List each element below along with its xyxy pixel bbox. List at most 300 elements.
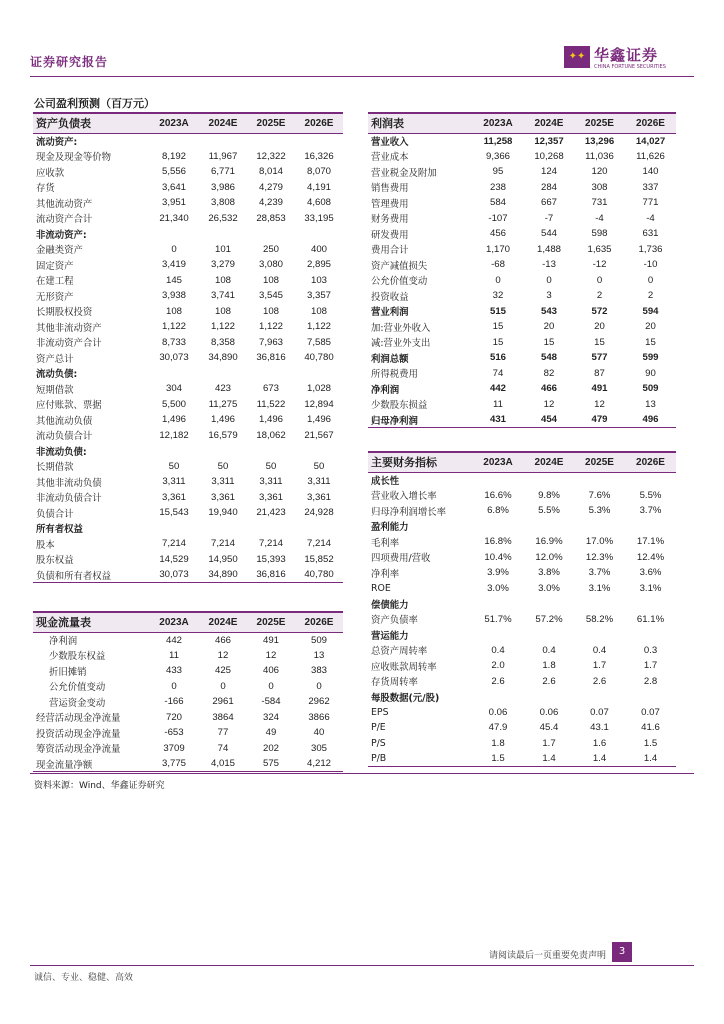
cell-value: 4,015 — [199, 756, 247, 772]
row-label: P/S — [371, 737, 386, 749]
year-header: 2026E — [625, 452, 676, 472]
cash-flow-table — [33, 611, 343, 772]
cell-value — [247, 226, 295, 242]
cell-value: 0.07 — [590, 706, 609, 718]
table-row — [33, 552, 343, 568]
cell-value: 82 — [543, 367, 555, 379]
cell-value: 673 — [262, 383, 279, 395]
row-label: 筹资活动现金净流量 — [36, 744, 121, 756]
year-header: 2024E — [524, 113, 574, 133]
cell-value: 101 — [214, 243, 231, 255]
cell-value: 3.9% — [487, 567, 509, 579]
cell-value: 7.6% — [588, 489, 611, 501]
income-statement-table — [368, 112, 676, 428]
cell-value: 720 — [165, 711, 182, 723]
cell-value: 50 — [168, 460, 180, 472]
cell-value: 1,496 — [210, 414, 235, 426]
cell-value: 584 — [489, 197, 506, 209]
year-header: 2025E — [247, 612, 295, 632]
table-row — [368, 581, 676, 597]
cell-value: 0 — [316, 680, 322, 692]
cell-value: -4 — [646, 212, 655, 224]
financial-ratios-table — [368, 451, 676, 767]
cell-value: 543 — [540, 305, 557, 317]
cell-value — [149, 133, 199, 149]
row-label: 费用合计 — [371, 245, 409, 257]
cell-value — [625, 472, 676, 488]
cell-value: -13 — [542, 259, 556, 271]
cell-value: 33,195 — [304, 212, 334, 224]
table-row — [33, 663, 343, 679]
cell-value: -166 — [164, 696, 184, 708]
cell-value: 7,214 — [258, 538, 283, 550]
cell-value — [295, 226, 343, 242]
cell-value: 3,080 — [258, 259, 283, 271]
row-label: 其他非流动负债 — [36, 477, 102, 489]
cell-value: 2 — [596, 290, 603, 302]
row-label: 净利率 — [371, 568, 400, 580]
cell-value — [472, 596, 524, 612]
table-row — [368, 503, 676, 519]
row-label: 无形资产 — [36, 291, 74, 303]
table-row — [33, 710, 343, 726]
cell-value: 15 — [492, 321, 504, 333]
cell-value: 15,543 — [159, 507, 189, 519]
cell-value: 15,852 — [304, 553, 334, 565]
cell-value — [199, 226, 247, 242]
cell-value: 8,014 — [258, 166, 283, 178]
cell-value: 11 — [169, 649, 179, 661]
row-label: 公允价值变动 — [49, 682, 106, 694]
table-row — [33, 211, 343, 227]
table-row — [33, 443, 343, 459]
row-label: 流动资产: — [36, 137, 78, 148]
cell-value — [247, 443, 295, 459]
cell-value: 1.7 — [592, 660, 607, 672]
cell-value: 0.3 — [643, 644, 658, 656]
cell-value: 0.4 — [542, 644, 556, 656]
cell-value: 14,950 — [208, 553, 238, 565]
cell-value — [625, 519, 676, 535]
table-row — [33, 412, 343, 428]
year-header: 2025E — [247, 113, 295, 133]
table-row — [368, 596, 676, 612]
cell-value: 284 — [540, 181, 557, 193]
cell-value: 0 — [171, 680, 177, 692]
year-header: 2026E — [625, 113, 676, 133]
row-label: 非流动资产: — [36, 229, 87, 241]
cell-value: 3,741 — [210, 290, 235, 302]
cell-value: 400 — [310, 243, 327, 255]
cell-value: 4,279 — [258, 181, 283, 193]
table-row — [368, 242, 676, 258]
table-row — [368, 643, 676, 659]
source-note: 资料来源：Wind、华鑫证券研究 — [34, 781, 165, 791]
cell-value: 8,192 — [161, 150, 186, 162]
table-row — [33, 756, 343, 772]
row-label: 所得税费用 — [371, 369, 418, 381]
disclaimer-text: 请阅读最后一页重要免责声明 — [488, 951, 606, 961]
cell-value: 45.4 — [539, 722, 559, 734]
table-row — [368, 627, 676, 643]
cell-value: 7,214 — [210, 538, 235, 550]
cell-value: 0 — [546, 274, 552, 286]
cell-value: 3,986 — [210, 181, 235, 193]
row-label: 营运资金变动 — [49, 697, 106, 709]
cell-value: 771 — [642, 197, 659, 209]
cell-value: 423 — [214, 383, 231, 395]
cell-value: 3.1% — [588, 582, 611, 594]
table-row — [33, 164, 343, 180]
cell-value: 1,736 — [638, 243, 663, 255]
cell-value: 5.5% — [639, 489, 662, 501]
cell-value: -653 — [164, 727, 184, 739]
cell-value: 3,311 — [162, 476, 186, 488]
row-label: 固定资产 — [36, 260, 74, 272]
cell-value: 2.6 — [491, 675, 505, 687]
cell-value: 4,212 — [295, 756, 343, 772]
row-label: 流动资产合计 — [36, 214, 93, 226]
cell-value: 15 — [543, 336, 555, 348]
cell-value — [295, 366, 343, 382]
cell-value: 10,268 — [534, 150, 564, 162]
row-label: 股东权益 — [36, 555, 74, 567]
year-header: 2023A — [149, 612, 199, 632]
table-row — [33, 632, 343, 648]
cell-value: 11,258 — [483, 135, 513, 147]
cell-value: 0 — [268, 680, 274, 692]
cell-value: 454 — [524, 412, 574, 428]
cell-value: 431 — [472, 412, 524, 428]
row-label: 存货周转率 — [371, 677, 418, 689]
cell-value — [149, 226, 199, 242]
cell-value: 3,361 — [161, 491, 186, 503]
table-row — [368, 366, 676, 382]
row-label: 利润总额 — [371, 353, 409, 365]
cell-value: 24,928 — [304, 507, 334, 519]
cell-value: 466 — [214, 634, 231, 646]
table-row — [33, 195, 343, 211]
row-label: 经营活动现金净流量 — [36, 713, 121, 725]
cell-value: 74 — [492, 367, 504, 379]
table-row — [33, 428, 343, 444]
cell-value: 124 — [540, 166, 557, 178]
company-logo — [564, 44, 674, 74]
table-row — [368, 736, 676, 752]
cell-value: 57.2% — [535, 613, 563, 625]
cell-value: 36,816 — [256, 352, 286, 364]
cell-value: 0 — [596, 274, 603, 286]
cell-value: 11 — [493, 398, 503, 410]
cell-value: 383 — [310, 665, 327, 677]
cell-value: 11,275 — [208, 398, 238, 410]
table-row — [368, 472, 676, 488]
cell-value: 30,073 — [149, 567, 199, 583]
cell-value: 50 — [217, 460, 229, 472]
cell-value: 1,635 — [587, 243, 612, 255]
row-label: 其他流动资产 — [36, 198, 93, 210]
cell-value — [574, 627, 625, 643]
cell-value: 12 — [543, 398, 555, 410]
row-label: 少数股东损益 — [371, 400, 428, 412]
cell-value: 3.6% — [639, 567, 662, 579]
cell-value: 7,585 — [306, 336, 331, 348]
cell-value: 1.4 — [625, 751, 676, 767]
row-label: EPS — [371, 706, 389, 718]
cell-value: 456 — [489, 228, 506, 240]
table-row — [33, 350, 343, 366]
row-label: 负债合计 — [36, 508, 74, 520]
cell-value: 145 — [165, 274, 182, 286]
table-row — [33, 242, 343, 258]
row-label: 资产减值损失 — [371, 260, 428, 272]
cell-value — [199, 133, 247, 149]
cell-value: 1,496 — [161, 414, 186, 426]
row-label: 资产总计 — [36, 353, 74, 365]
cell-value: 16,326 — [304, 150, 334, 162]
table-row — [368, 180, 676, 196]
cell-value: 202 — [262, 742, 279, 754]
cell-value: 12,322 — [256, 150, 286, 162]
cell-value: -107 — [488, 212, 508, 224]
cell-value — [247, 521, 295, 537]
row-label: 四项费用/营收 — [371, 553, 431, 565]
table-row — [368, 304, 676, 320]
cell-value: -12 — [592, 259, 607, 271]
cell-value — [625, 627, 676, 643]
cell-value — [149, 443, 199, 459]
cell-value: 1.4 — [574, 751, 625, 767]
row-label: 每股数据(元/股) — [371, 692, 440, 704]
cell-value: 433 — [165, 665, 182, 677]
cell-value: 3,545 — [258, 290, 283, 302]
row-label: 减:营业外支出 — [371, 338, 431, 350]
table-row — [368, 674, 676, 690]
cell-value: 87 — [594, 367, 605, 379]
row-label: 营业收入 — [371, 137, 409, 148]
row-label: P/E — [371, 722, 386, 734]
cell-value: 731 — [591, 197, 608, 209]
cell-value: 12 — [217, 649, 229, 661]
cell-value: 3864 — [212, 711, 234, 723]
table-row — [33, 335, 343, 351]
cell-value: 3.0% — [487, 582, 509, 594]
cell-value: 36,816 — [247, 567, 295, 583]
cell-value: 0 — [495, 274, 501, 286]
cell-value: 3866 — [308, 711, 330, 723]
row-label: 股本 — [36, 539, 55, 551]
row-label: 所有者权益 — [36, 524, 83, 536]
cell-value: -7 — [544, 212, 554, 224]
cell-value: 1.5 — [643, 737, 658, 749]
cell-value: 491 — [262, 634, 279, 646]
header-divider — [30, 76, 694, 77]
row-label: 非流动负债合计 — [36, 493, 102, 505]
cell-value: 324 — [262, 711, 279, 723]
cell-value: 3.1% — [639, 582, 662, 594]
cell-value: 16.8% — [484, 536, 512, 548]
table-title: 利润表 — [368, 113, 472, 133]
cell-value — [472, 472, 524, 488]
cell-value: 442 — [165, 634, 182, 646]
table-row — [368, 534, 676, 550]
table-row — [368, 658, 676, 674]
cell-value: 5,556 — [161, 166, 186, 178]
table-row — [368, 751, 676, 767]
row-label: P/B — [368, 751, 472, 767]
row-label: 流动负债: — [36, 369, 78, 381]
row-label: 归母净利润增长率 — [371, 506, 447, 518]
cell-value — [149, 521, 199, 537]
cell-value: 3 — [546, 290, 552, 302]
cell-value: 598 — [591, 228, 608, 240]
cell-value: 3.7% — [588, 567, 611, 579]
cell-value: 12.4% — [636, 551, 665, 563]
table-row — [33, 273, 343, 289]
cell-value: -4 — [595, 212, 604, 224]
cell-value: 1.7 — [542, 737, 556, 749]
table-row — [33, 694, 343, 710]
cell-value: 40,780 — [295, 567, 343, 583]
row-label: 少数股东权益 — [49, 651, 106, 663]
cell-value: 3,938 — [161, 290, 186, 302]
cell-value: 308 — [591, 181, 608, 193]
row-label: 现金流量净额 — [33, 756, 149, 772]
cell-value: 406 — [262, 665, 279, 677]
row-label: 投资收益 — [371, 291, 409, 303]
cell-value: 50 — [265, 460, 277, 472]
cell-value: 58.2% — [585, 613, 614, 625]
cell-value — [472, 689, 524, 705]
year-header: 2024E — [199, 612, 247, 632]
row-label: 净利润 — [49, 636, 78, 647]
table-row — [33, 366, 343, 382]
cell-value: 13,296 — [584, 135, 615, 147]
table-row — [33, 679, 343, 695]
row-label: 研发费用 — [371, 229, 409, 241]
cell-value: 5.5% — [538, 505, 560, 517]
cell-value: 103 — [310, 274, 327, 286]
year-header: 2024E — [524, 452, 574, 472]
table-row — [368, 488, 676, 504]
table-row — [33, 567, 343, 583]
cell-value — [625, 596, 676, 612]
cell-value: 10.4% — [484, 551, 512, 563]
cell-value: 2 — [647, 290, 654, 302]
table-row — [33, 505, 343, 521]
cell-value: 49 — [265, 727, 277, 739]
cell-value: 12.3% — [585, 551, 614, 563]
source-divider — [30, 773, 694, 774]
cell-value: 0.4 — [592, 644, 607, 656]
cell-value: 21,567 — [304, 429, 334, 441]
cell-value: 0 — [647, 274, 654, 286]
table-row — [33, 304, 343, 320]
cell-value: 21,340 — [159, 212, 189, 224]
balance-sheet-table — [33, 112, 343, 583]
cell-value — [472, 627, 524, 643]
row-label: 非流动资产合计 — [36, 338, 102, 350]
table-title: 现金流量表 — [33, 612, 149, 632]
cell-value: 466 — [540, 383, 557, 395]
cell-value — [247, 366, 295, 382]
cell-value: 1,496 — [258, 414, 283, 426]
cell-value: 19,940 — [208, 507, 238, 519]
cell-value: 1.7 — [643, 660, 658, 672]
cell-value: 15 — [594, 336, 605, 348]
cell-value: 90 — [645, 367, 656, 379]
cell-value: 496 — [625, 412, 676, 428]
cell-value: 575 — [247, 756, 295, 772]
row-label: 其他流动负债 — [36, 415, 93, 427]
cell-value: 18,062 — [256, 429, 286, 441]
cell-value: 108 — [262, 274, 279, 286]
cell-value: 7,963 — [258, 336, 283, 348]
cell-value — [524, 627, 574, 643]
cell-value — [199, 521, 247, 537]
cell-value: 509 — [642, 383, 659, 395]
cell-value: 599 — [642, 352, 659, 364]
cell-value: 238 — [489, 181, 506, 193]
row-label: 长期股权投资 — [36, 307, 93, 319]
cell-value: 0.06 — [488, 706, 508, 718]
year-header: 2026E — [295, 612, 343, 632]
cell-value: 631 — [642, 228, 659, 240]
table-row — [368, 397, 676, 413]
cell-value: 47.9 — [488, 722, 508, 734]
cell-value: 0 — [220, 680, 226, 692]
table-row — [368, 133, 676, 149]
row-label: ROE — [371, 582, 391, 594]
table-row — [368, 211, 676, 227]
row-label: 短期借款 — [36, 384, 74, 396]
cell-value — [574, 472, 625, 488]
cell-value: 20 — [645, 321, 656, 333]
row-label: 成长性 — [371, 476, 400, 487]
cell-value: 108 — [214, 274, 231, 286]
table-row — [368, 705, 676, 721]
row-label: 投资活动现金净流量 — [36, 728, 121, 740]
table-row — [33, 288, 343, 304]
table-row — [33, 474, 343, 490]
cell-value: 11,967 — [208, 150, 238, 162]
table-row — [33, 490, 343, 506]
table-row — [33, 536, 343, 552]
cell-value: 509 — [310, 634, 327, 646]
section-title: 公司盈利预测（百万元） — [34, 97, 155, 110]
cell-value: 14,027 — [635, 135, 666, 147]
cell-value: 9,366 — [485, 150, 510, 162]
cell-value: 20 — [594, 321, 605, 333]
cell-value: 4,239 — [258, 197, 283, 209]
cell-value: 26,532 — [208, 212, 238, 224]
cell-value — [574, 596, 625, 612]
table-row — [33, 521, 343, 537]
row-label: 应收款 — [36, 167, 65, 179]
cell-value — [524, 472, 574, 488]
cell-value: 2.6 — [592, 675, 607, 687]
cell-value: 548 — [540, 352, 557, 364]
cell-value: 0.4 — [491, 644, 505, 656]
cell-value: 425 — [214, 665, 231, 677]
cell-value: 3,357 — [306, 290, 331, 302]
cell-value: 3,361 — [306, 491, 331, 503]
cell-value: 15,393 — [256, 553, 286, 565]
cell-value: 40 — [313, 727, 325, 739]
cell-value: 2,895 — [306, 259, 331, 271]
cell-value — [524, 689, 574, 705]
year-header: 2023A — [472, 452, 524, 472]
